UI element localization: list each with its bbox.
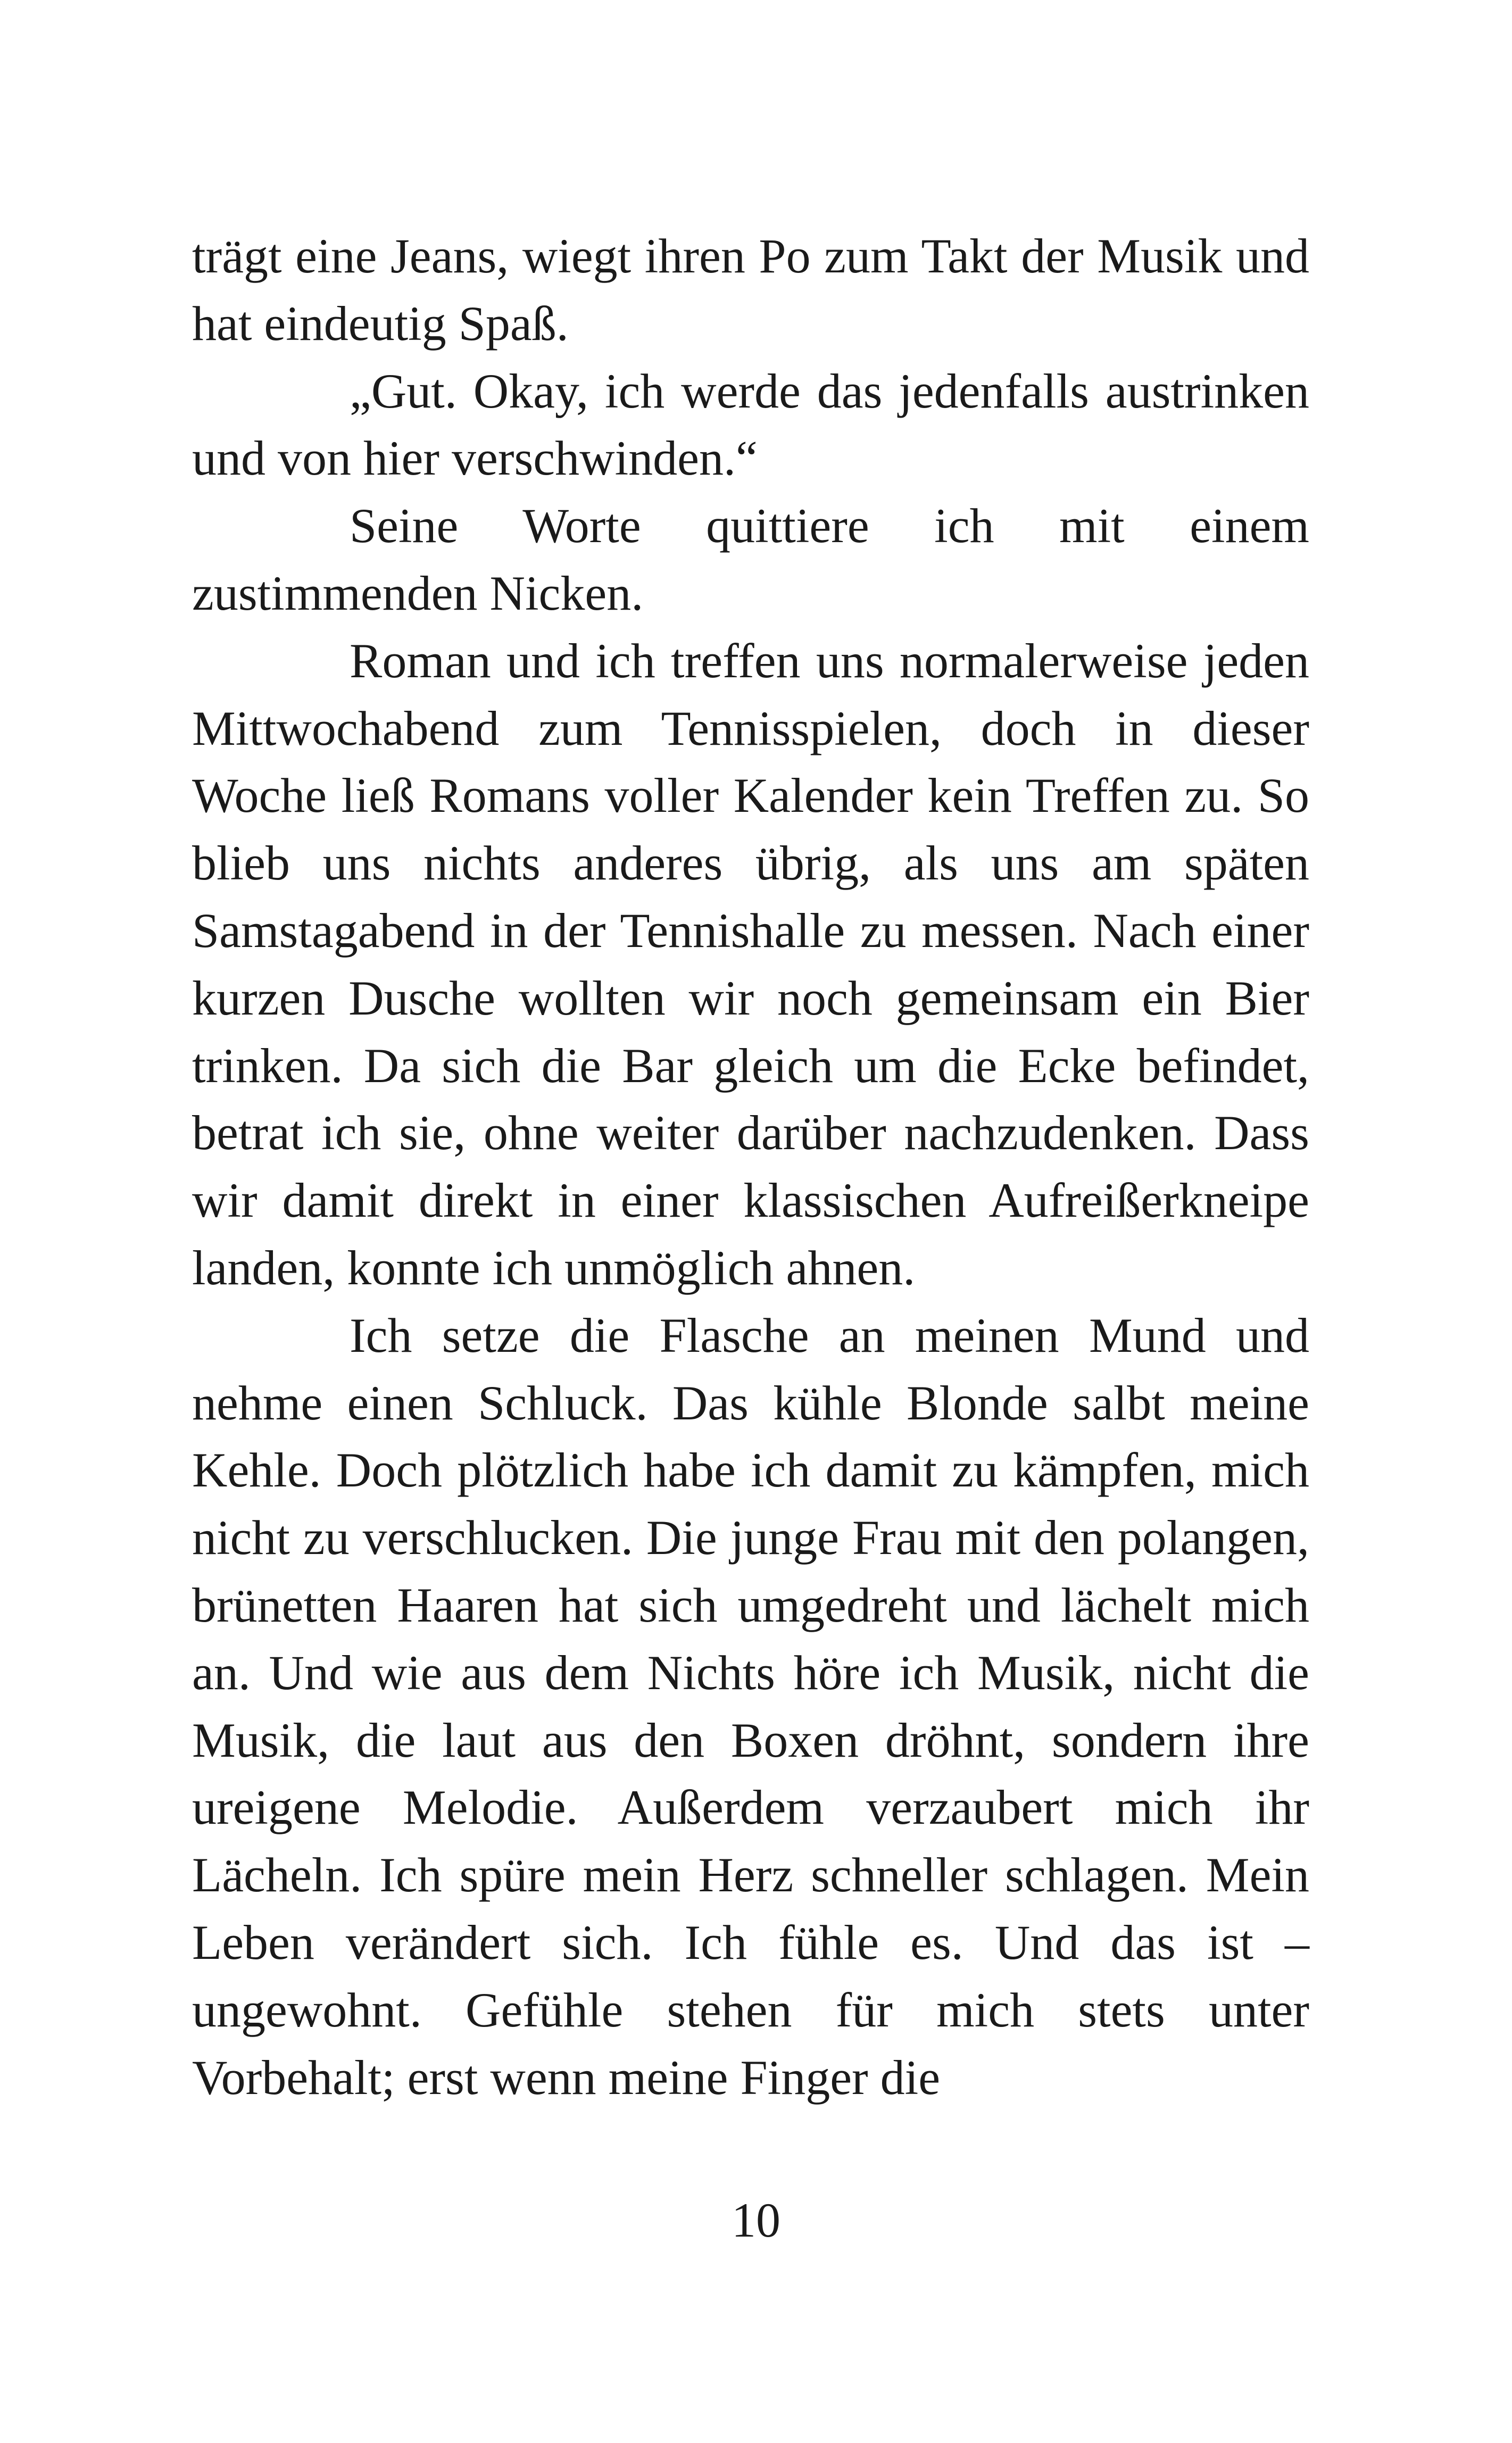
body-text (192, 222, 1309, 2111)
paragraph: Seine Worte quittiere ich mit einem zustimmenden Nicken. (192, 498, 1309, 620)
paragraph-continuation: trägt eine Jeans, wiegt ihren Po zum Takt der Musik und hat eindeutig Spaß. (192, 229, 1309, 351)
paragraph: Ich setze die Flasche an meinen Mund und nehme einen Schluck. Das kühle Blonde salbt meine Kehle. Doch plötzlich habe ich damit zu kämpfen, mich nicht zu verschlucken. Die junge Frau mit den polangen, brünetten Haaren hat sich umgedreht und lächelt mich an. Und wie aus dem Nichts höre ich Musik, nicht die Musik, die laut aus den Boxen dröhnt, sondern ihre ureigene Melodie. Außerdem verzaubert mich ihr Lächeln. Ich spüre mein Herz schneller schlagen. Mein Leben verändert sich. Ich fühle es. Und das ist – ungewohnt. Gefühle stehen für mich stets unter Vorbehalt; erst wenn meine Finger die (192, 1308, 1309, 2105)
page-number: 10 (732, 2193, 780, 2247)
paragraph: Roman und ich treffen uns normalerweise jeden Mittwochabend zum Tennisspielen, doch in dieser Woche ließ Romans voller Kalender kein Treffen zu. So blieb uns nichts anderes übrig, als uns am späten Samstagabend in der Tennishalle zu messen. Nach einer kurzen Dusche wollten wir noch gemeinsam ein Bier trinken. Da sich die Bar gleich um die Ecke befindet, betrat ich sie, ohne weiter darüber nachzudenken. Dass wir damit direkt in einer klassischen Aufreißerkneipe landen, konnte ich unmöglich ahnen. (192, 633, 1309, 1295)
paragraph-dialogue: „Gut. Okay, ich werde das jedenfalls austrinken und von hier verschwinden.“ (192, 363, 1309, 486)
